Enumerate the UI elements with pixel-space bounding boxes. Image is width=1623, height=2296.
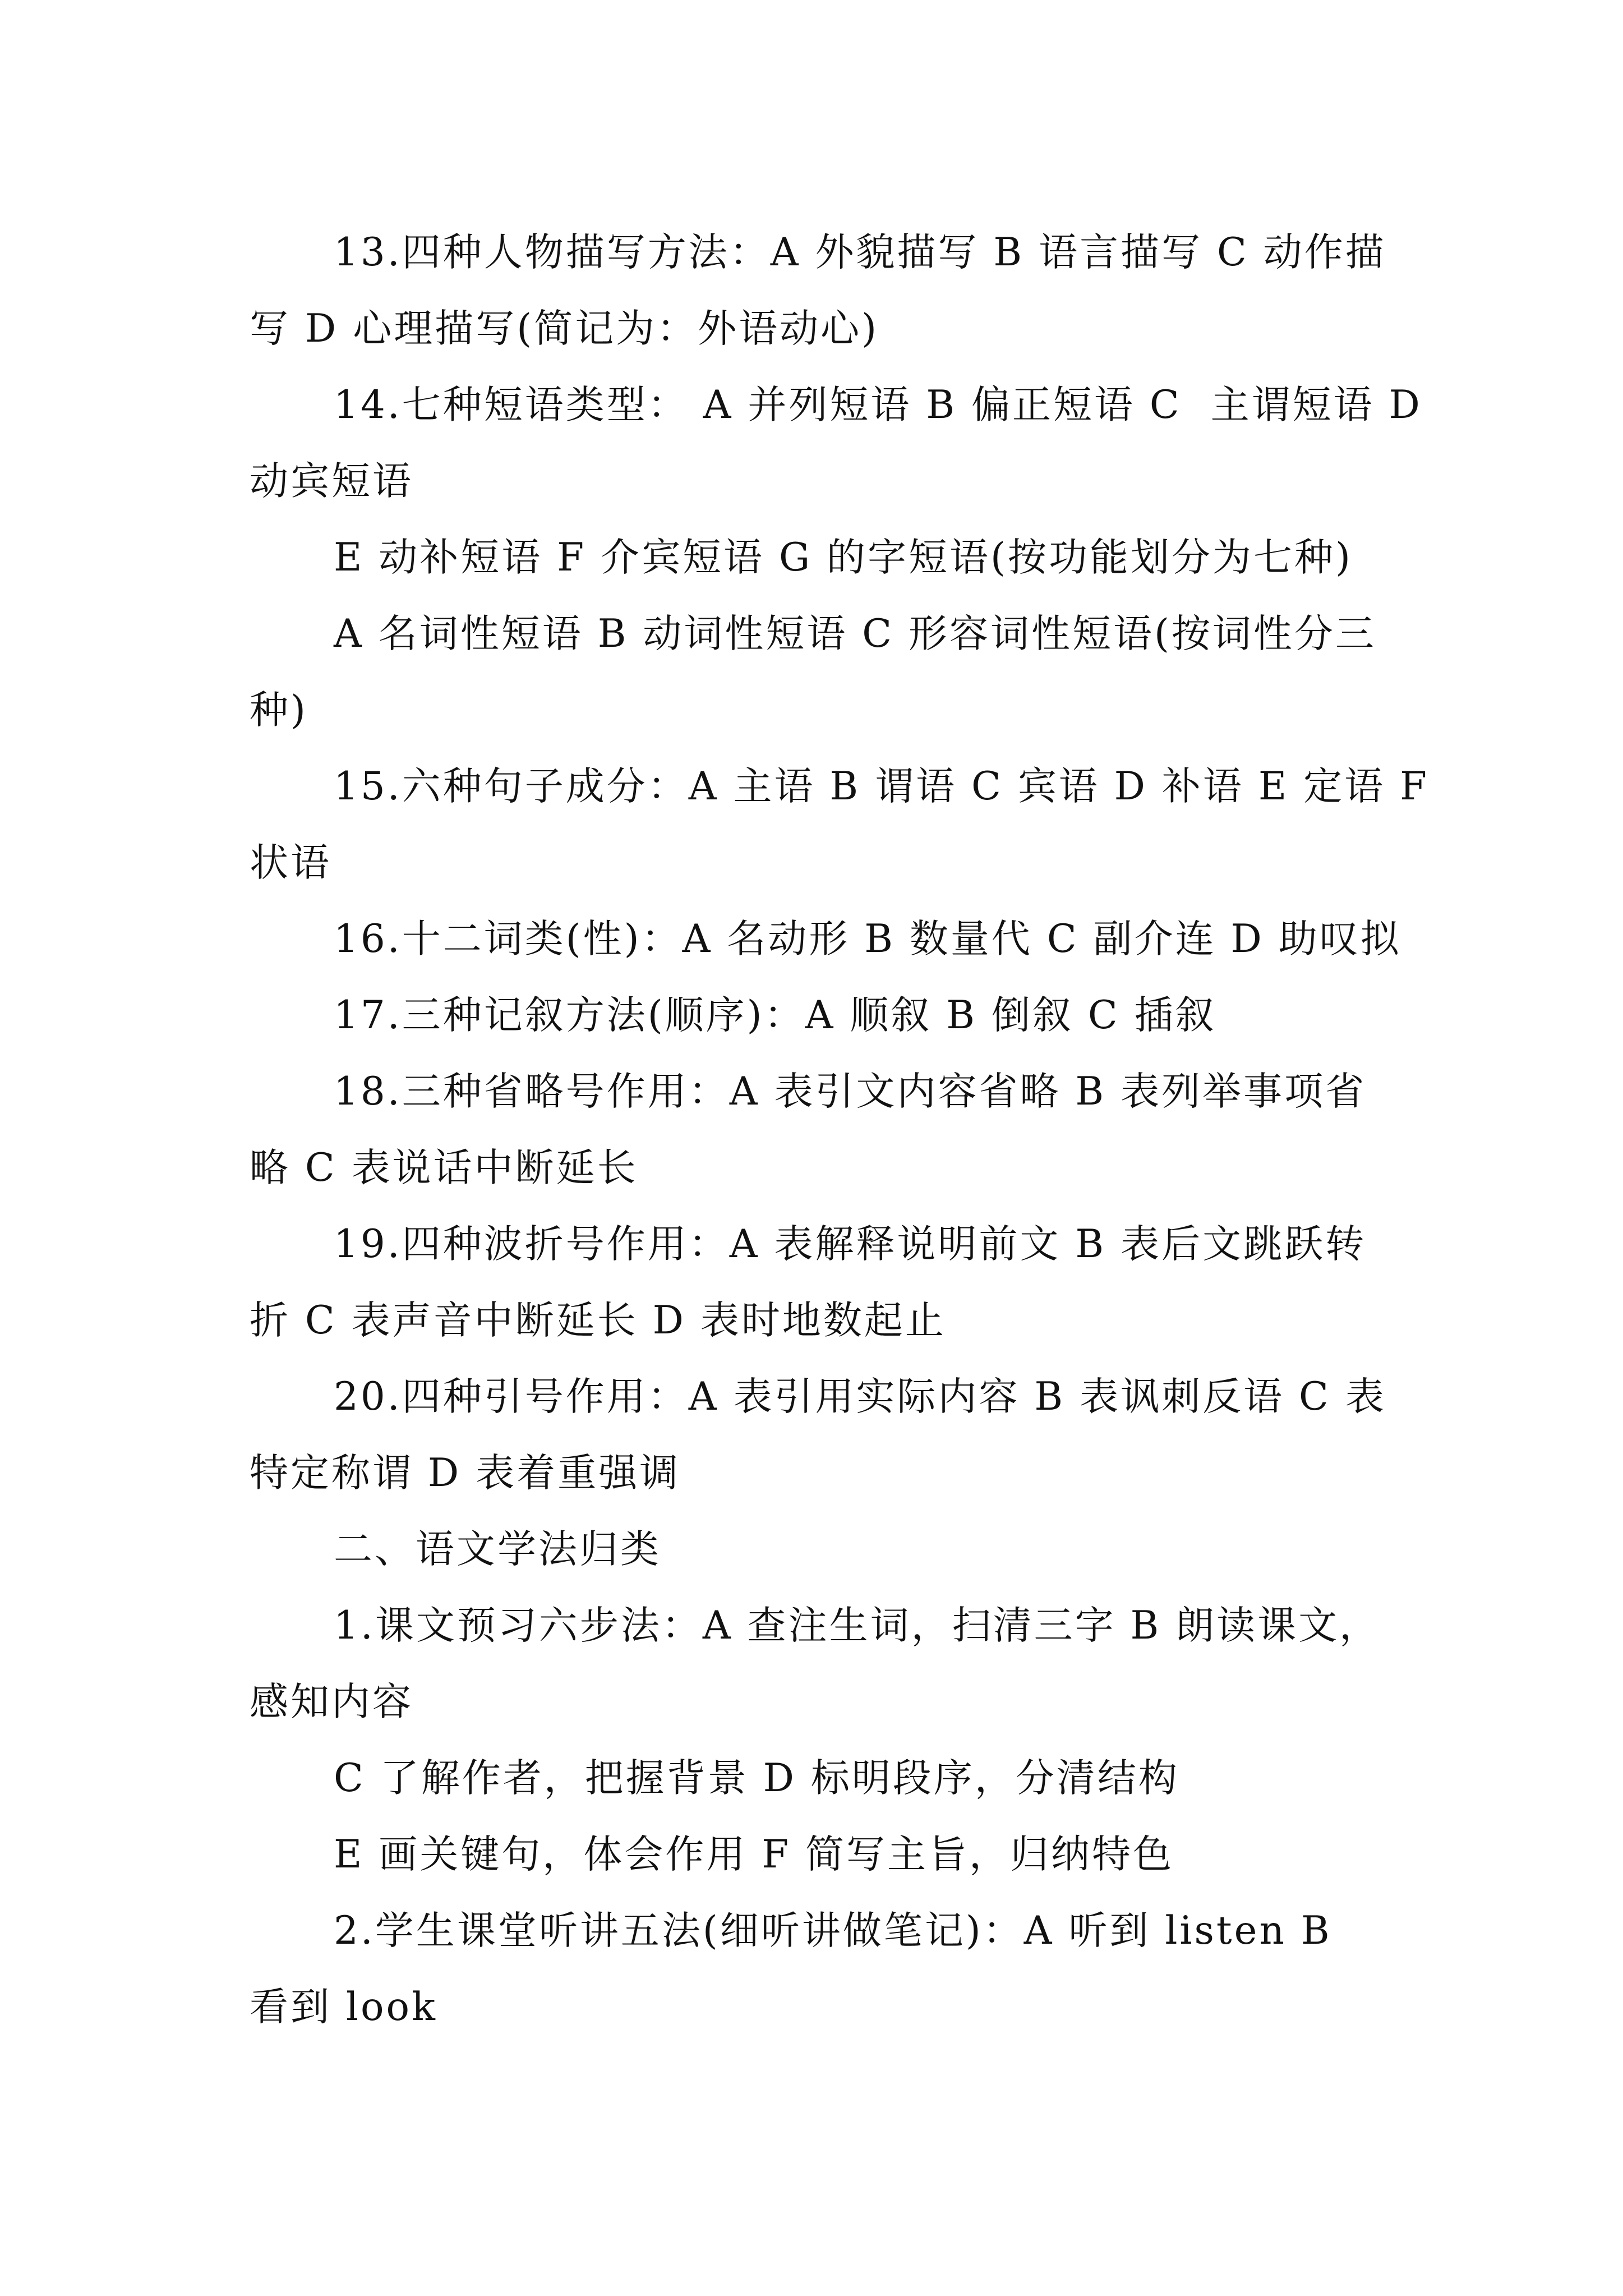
text-line: A 名词性短语 B 动词性短语 C 形容词性短语(按词性分三 (334, 611, 1376, 656)
text-line: 13.四种人物描写方法：A 外貌描写 B 语言描写 C 动作描 (334, 230, 1386, 275)
paragraph-19 (250, 1206, 1388, 1359)
text-line: 14.七种短语类型： A 并列短语 B 偏正短语 C 主谓短语 D (334, 383, 1422, 427)
text-line: 状语 (250, 840, 331, 885)
text-line: 种) (250, 688, 308, 733)
document-page (250, 214, 1429, 2045)
text-line: 19.四种波折号作用：A 表解释说明前文 B 表后文跳跃转 (334, 1222, 1367, 1267)
text-line: 感知内容 (250, 1680, 413, 1724)
text-line: 2.学生课堂听讲五法(细听讲做笔记)：A 听到 listen B (334, 1908, 1332, 1953)
paragraph-15 (250, 748, 1429, 901)
text-line: 二、语文学法归类 (334, 1527, 661, 1572)
text-line: 动宾短语 (250, 459, 413, 504)
paragraph-14 (250, 367, 1422, 519)
text-line: C 了解作者，把握背景 D 标明段序，分清结构 (334, 1756, 1179, 1801)
paragraph-13 (250, 214, 1388, 367)
text-line: 15.六种句子成分：A 主语 B 谓语 C 宾语 D 补语 E 定语 F (334, 764, 1429, 809)
paragraph-17 (250, 977, 1388, 1053)
text-line: 折 C 表声音中断延长 D 表时地数起止 (250, 1298, 946, 1343)
text-line: 17.三种记叙方法(顺序)：A 顺叙 B 倒叙 C 插叙 (334, 993, 1216, 1038)
section-heading (250, 1511, 1388, 1588)
paragraph-20 (250, 1359, 1388, 1511)
text-line: 20.四种引号作用：A 表引用实际内容 B 表讽刺反语 C 表 (334, 1374, 1386, 1419)
text-line: 1.课文预习六步法：A 查注生词，扫清三字 B 朗读课文， (334, 1603, 1381, 1648)
paragraph-18 (250, 1053, 1388, 1206)
text-line: 略 C 表说话中断延长 (250, 1145, 638, 1190)
paragraph-14-cont-1 (250, 519, 1388, 596)
text-line: 看到 look (250, 1985, 437, 2030)
text-line: 写 D 心理描写(简记为：外语动心) (250, 306, 879, 351)
paragraph-method-1-cont-1 (250, 1740, 1388, 1816)
text-line: E 画关键句，体会作用 F 简写主旨，归纳特色 (334, 1832, 1174, 1877)
text-line: 特定称谓 D 表着重强调 (250, 1451, 681, 1496)
paragraph-14-cont-2 (250, 596, 1388, 748)
paragraph-method-1-cont-2 (250, 1816, 1388, 1893)
text-line: E 动补短语 F 介宾短语 G 的字短语(按功能划分为七种) (334, 535, 1353, 580)
text-line: 18.三种省略号作用：A 表引文内容省略 B 表列举事项省 (334, 1069, 1367, 1114)
text-line: 16.十二词类(性)：A 名动形 B 数量代 C 副介连 D 助叹拟 (334, 917, 1401, 961)
paragraph-16 (250, 901, 1401, 977)
paragraph-method-1 (250, 1588, 1388, 1740)
paragraph-method-2 (250, 1893, 1388, 2045)
